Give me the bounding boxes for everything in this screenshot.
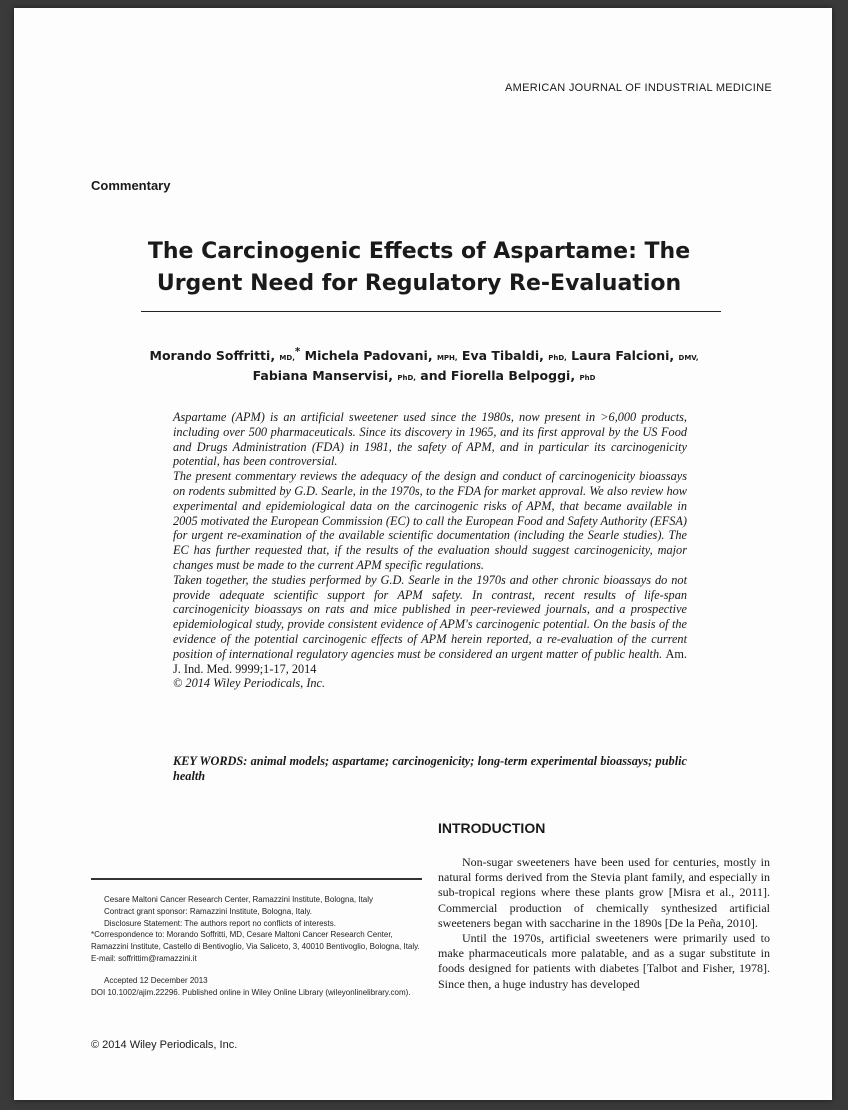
introduction-heading: INTRODUCTION xyxy=(438,820,546,836)
title-line-1: The Carcinogenic Effects of Aspartame: The xyxy=(147,239,691,264)
author-name: Fabiana Manservisi, xyxy=(252,368,393,384)
abstract-copyright: © 2014 Wiley Periodicals, Inc. xyxy=(173,676,326,691)
abstract-paragraph-1: Aspartame (APM) is an artificial sweetener used since the 1980s, now present in >6,000 products, including over 500 pharmaceuticals. Since its discovery in 1965, and its first approval by the US Food and Drugs Administration (FDA) in 1981, the safety of APM, and in particular its carcinogenicity potential, has been controversial. xyxy=(173,410,687,469)
journal-page xyxy=(14,8,832,1100)
author-name: Laura Falcioni, xyxy=(571,348,675,364)
author-name: and Fiorella Belpoggi, xyxy=(420,368,576,384)
abstract-paragraph-3-text: Taken together, the studies performed by G.D. Searle in the 1970s and other chronic bioassays do not provide adequate scientific support for APM safety. In contrast, recent results of life-span carcinogenicity bioassays on rats and mice published in peer-reviewed journals, and a prospective epidemiological study, provide consistent evidence of APM's carcinogenic potential. On the basis of the evidence of the potential carcinogenic effects of APM herein reported, a re-evaluation of the current position of international regulatory agencies must be considered an urgent matter of public health. xyxy=(173,572,687,661)
footnote-grant: Contract grant sponsor: Ramazzini Institute, Bologna, Italy. xyxy=(104,906,312,916)
author-name: Michela Padovani, xyxy=(304,348,433,364)
author-degree: PhD, xyxy=(397,374,416,383)
journal-name: AMERICAN JOURNAL OF INDUSTRIAL MEDICINE xyxy=(505,82,772,94)
title-divider xyxy=(141,311,721,312)
footnote-doi: DOI 10.1002/ajim.22296. Published online in Wiley Online Library (wileyonlinelibrary.com). xyxy=(91,987,411,997)
author-degree: DMV, xyxy=(678,354,699,363)
footnote-divider xyxy=(91,878,422,880)
introduction-paragraph-2: Until the 1970s, artificial sweeteners were primarily used to make pharmaceuticals more palatable, and as a sugar substitute in foods designed for patients with diabetes [Talbot and Fisher, 1978]. Since then, a huge industry has developed xyxy=(438,931,770,991)
footnote-accepted: Accepted 12 December 2013 xyxy=(104,975,208,985)
section-label: Commentary xyxy=(91,178,171,193)
abstract-paragraph-2: The present commentary reviews the adequacy of the design and conduct of carcinogenicity bioassays on rodents submitted by G.D. Searle, in the 1970s, to the FDA for market approval. We also review how experimental and epidemiological data on the carcinogenic risks of APM, that became available in 2005 motivated the European Commission (EC) to call the European Food and Safety Authority (EFSA) for urgent re-examination of the available scientific documentation (including the Searle studies). The EC has further requested that, if the results of the evaluation should suggest carcinogenicity, major changes must be made to the current APM specific regulations. xyxy=(173,469,687,572)
introduction-body xyxy=(438,855,770,992)
footnote-affiliation: Cesare Maltoni Cancer Research Center, Ramazzini Institute, Bologna, Italy xyxy=(104,895,374,904)
keywords: KEY WORDS: animal models; aspartame; carcinogenicity; long-term experimental bioassays; public health xyxy=(173,754,687,783)
abstract-citation: Am. J. Ind. Med. 9999;1-17, 2014 xyxy=(173,646,687,676)
author-name: Morando Soffritti, xyxy=(149,348,276,364)
author-degree: MPH, xyxy=(436,354,458,363)
author-degree: PhD xyxy=(579,374,596,383)
author-degree: MD, xyxy=(279,354,295,363)
footnote-correspondence: *Correspondence to: Morando Soffritti, MD, Cesare Maltoni Cancer Research Center, Ramazzini Institute, Castello di Bentivoglio, Via Saliceto, 3, 40010 Bentivoglio, Bologna, Italy. E-mail: soffrittim@ramazzini.it xyxy=(91,930,420,963)
abstract-paragraph-3 xyxy=(173,573,687,677)
introduction-paragraph-1: Non-sugar sweeteners have been used for centuries, mostly in natural forms derived from the Stevia plant family, and especially in sub-tropical regions where these plants grow [Misra et al., 2011]. Commercial production of chemically synthesized artificial sweeteners began with saccharine in the 1890s [De la Peña, 2010]. xyxy=(438,855,770,930)
author-degree: PhD, xyxy=(548,354,567,363)
author-list xyxy=(104,344,744,387)
footnotes xyxy=(91,894,423,998)
article-title xyxy=(114,236,724,300)
title-line-2: Urgent Need for Regulatory Re-Evaluation xyxy=(156,271,682,296)
author-name: Eva Tibaldi, xyxy=(461,348,544,364)
correspondence-mark: * xyxy=(294,346,301,358)
footnote-disclosure: Disclosure Statement: The authors report no conflicts of interests. xyxy=(104,918,336,928)
page-copyright: © 2014 Wiley Periodicals, Inc. xyxy=(91,1039,238,1051)
abstract xyxy=(173,410,687,691)
